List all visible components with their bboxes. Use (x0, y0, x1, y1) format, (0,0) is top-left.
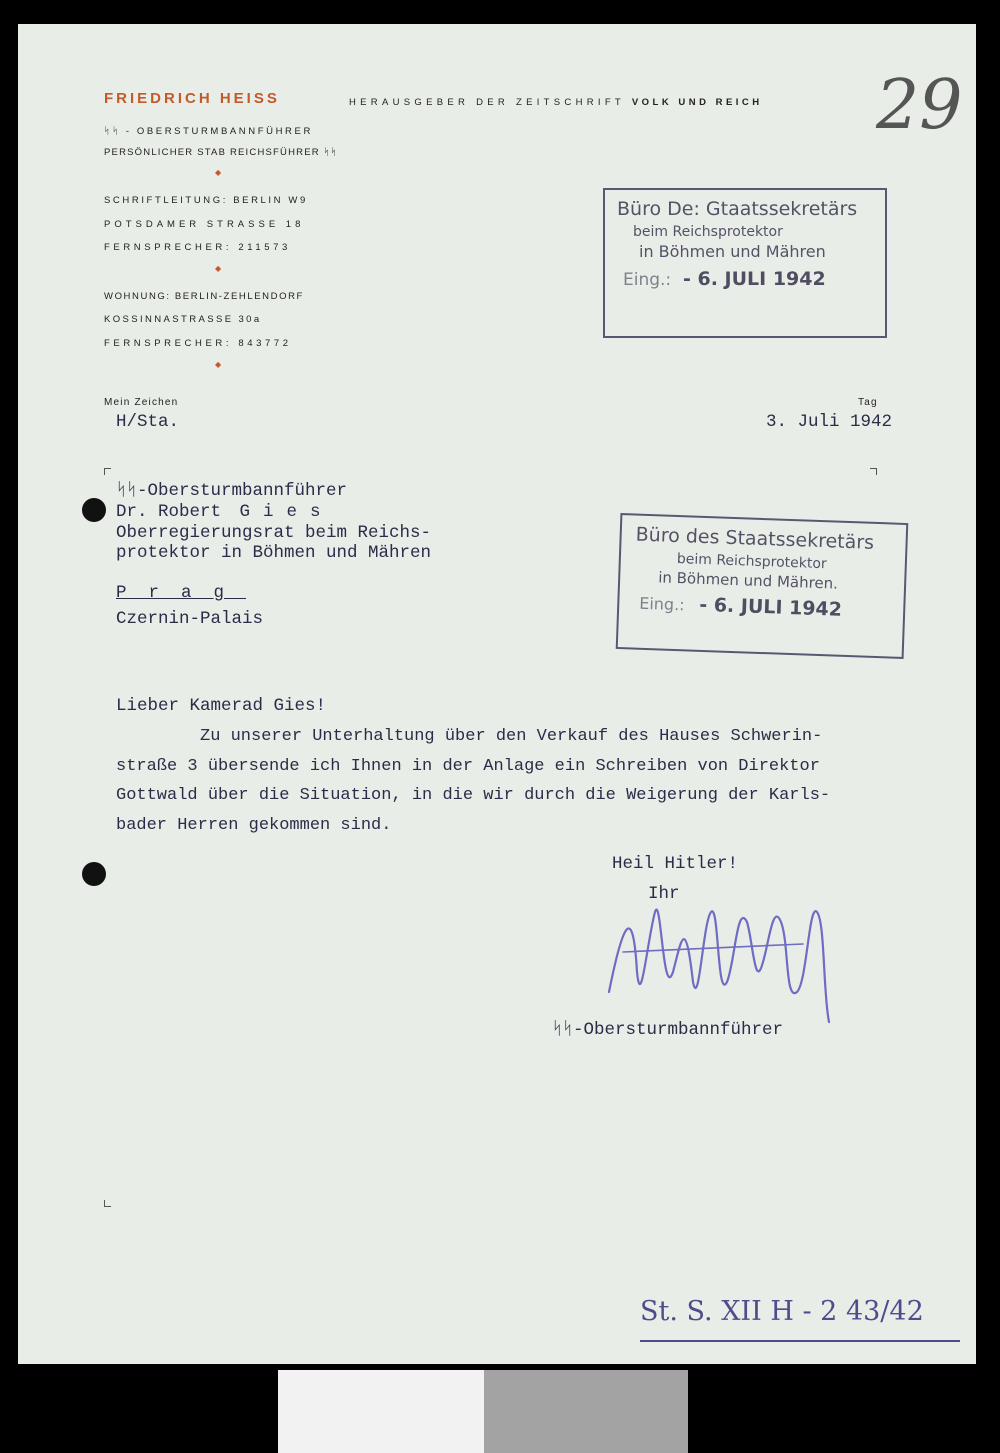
recipient-prefix: Dr. Robert (116, 502, 222, 522)
stamp-received-date: - 6. JULI 1942 (698, 593, 843, 621)
signature (603, 882, 833, 1032)
body-line-4: bader Herren gekommen sind. (116, 816, 392, 835)
editorial-street: POTSDAMER STRASSE 18 (104, 219, 305, 230)
punch-hole (82, 862, 106, 886)
reference-label: Mein Zeichen (104, 397, 179, 408)
stamp-authority: beim Reichsprotektor (633, 224, 783, 240)
stamp-received-label: Eing.: (623, 270, 672, 290)
recipient-city: Prag (116, 583, 247, 603)
letter-date: 3. Juli 1942 (766, 412, 893, 432)
letter-page (18, 24, 976, 1364)
closing-ihr: Ihr (648, 884, 680, 904)
stamp-office: Büro des Staatssekretärs (635, 523, 875, 554)
publisher-prefix: HERAUSGEBER DER ZEITSCHRIFT (349, 97, 625, 108)
recipient-building: Czernin-Palais (116, 609, 264, 629)
editorial-phone: FERNSPRECHER: 211573 (104, 242, 291, 253)
recipient-name-line (116, 502, 334, 522)
home-street: KOSSINNASTRASSE 30a (104, 314, 262, 325)
folio-number: 29 (876, 66, 963, 145)
salutation: Lieber Kamerad Gies! (116, 696, 327, 716)
recipient-office: protektor in Böhmen und Mähren (116, 543, 432, 563)
stamp-region: in Böhmen und Mähren (639, 242, 826, 261)
home-phone: FERNSPRECHER: 843772 (104, 338, 292, 349)
archive-underline (640, 1340, 960, 1342)
sender-name: FRIEDRICH HEISS (104, 90, 280, 107)
recipient-surname: Gies (239, 502, 334, 522)
archive-reference: St. S. XII H - 2 43/42 (640, 1296, 924, 1327)
fold-corner (104, 1200, 111, 1207)
stamp-region: in Böhmen und Mähren. (657, 568, 839, 593)
recipient-rank: ᛋᛋ-Obersturmbannführer (116, 481, 348, 501)
sender-staff: PERSÖNLICHER STAB REICHSFÜHRER ᛋᛋ (104, 147, 338, 158)
reference-code: H/Sta. (116, 412, 180, 432)
scan-calibration-strip (278, 1370, 688, 1453)
stamp-office: Büro De: Gtaatssekretärs (617, 198, 858, 220)
closing-title: ᛋᛋ-Obersturmbannführer (552, 1020, 784, 1040)
body-line-3: Gottwald über die Situation, in die wir durch die Weigerung der Karls- (116, 786, 831, 805)
calibration-gray-patch (484, 1370, 688, 1453)
editorial-address: SCHRIFTLEITUNG: BERLIN W9 (104, 195, 308, 206)
stamp-received-label: Eing.: (638, 593, 685, 615)
punch-hole (82, 498, 106, 522)
received-stamp-2 (616, 513, 909, 659)
address-corner (104, 468, 111, 475)
home-address: WOHNUNG: BERLIN-ZEHLENDORF (104, 291, 304, 302)
body-line-1: Zu unserer Unterhaltung über den Verkauf des Hauses Schwerin- (200, 727, 823, 746)
address-corner (870, 468, 877, 475)
recipient-title: Oberregierungsrat beim Reichs- (116, 523, 432, 543)
closing-greeting: Heil Hitler! (612, 854, 739, 874)
divider-diamond-icon: ◆ (215, 264, 222, 273)
stamp-authority: beim Reichsprotektor (676, 551, 827, 573)
divider-diamond-icon: ◆ (215, 168, 222, 177)
sender-rank: ᛋᛋ - OBERSTURMBANNFÜHRER (104, 126, 313, 137)
stamp-received-date: - 6. JULI 1942 (683, 268, 826, 290)
date-label: Tag (858, 397, 878, 408)
divider-diamond-icon: ◆ (215, 360, 222, 369)
body-line-2: straße 3 übersende ich Ihnen in der Anlage ein Schreiben von Direktor (116, 757, 820, 776)
calibration-light-patch (278, 1370, 484, 1453)
publisher-line (349, 97, 763, 108)
publisher-title: VOLK UND REICH (631, 97, 763, 108)
received-stamp (603, 188, 887, 338)
